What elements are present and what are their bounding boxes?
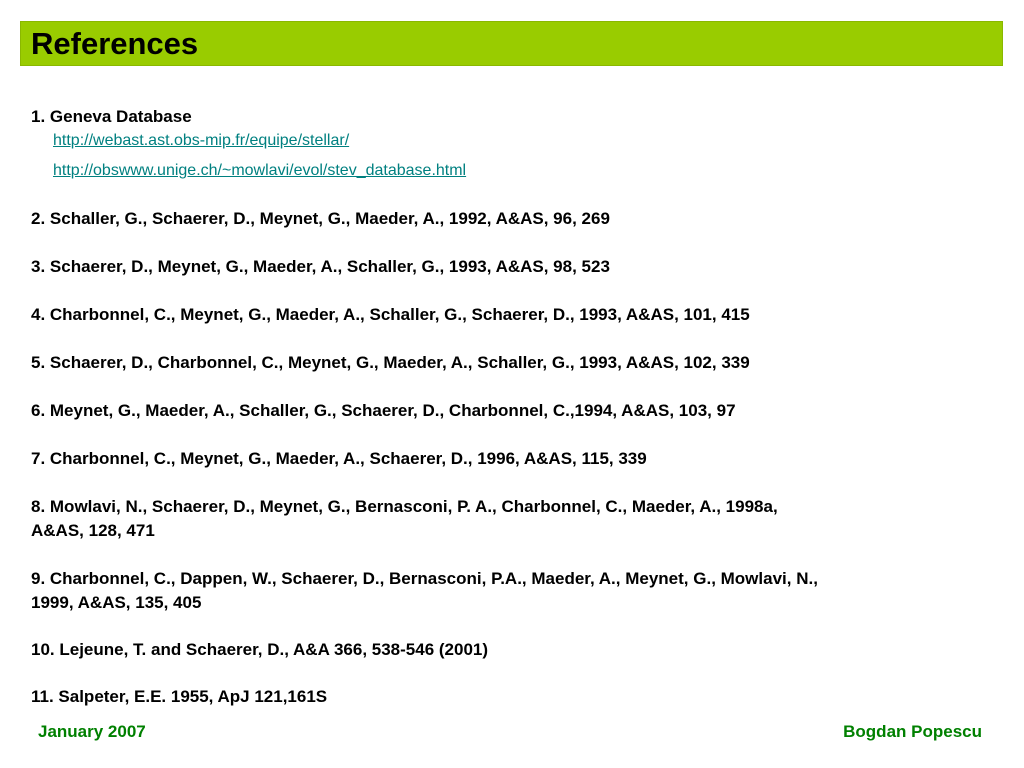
reference-9-line-1: 9. Charbonnel, C., Dappen, W., Schaerer, D., Bernasconi, P.A., Maeder, A., Meynet, G., Mowlavi, N., xyxy=(31,569,818,588)
reference-1-title: 1. Geneva Database xyxy=(31,107,192,126)
footer-author: Bogdan Popescu xyxy=(843,722,982,741)
reference-5: 5. Schaerer, D., Charbonnel, C., Meynet, G., Maeder, A., Schaller, G., 1993, A&AS, 102, 339 xyxy=(31,353,750,372)
reference-10: 10. Lejeune, T. and Schaerer, D., A&A 366, 538-546 (2001) xyxy=(31,640,489,659)
reference-2: 2. Schaller, G., Schaerer, D., Meynet, G., Maeder, A., 1992, A&AS, 96, 269 xyxy=(31,209,610,228)
reference-11: 11. Salpeter, E.E. 1955, ApJ 121,161S xyxy=(31,687,328,706)
footer-date: January 2007 xyxy=(38,722,146,741)
reference-7: 7. Charbonnel, C., Meynet, G., Maeder, A., Schaerer, D., 1996, A&AS, 115, 339 xyxy=(31,449,647,468)
reference-8-line-1: 8. Mowlavi, N., Schaerer, D., Meynet, G., Bernasconi, P. A., Charbonnel, C., Maeder, A., 1998a, xyxy=(31,497,778,516)
reference-8-line-2: A&AS, 128, 471 xyxy=(31,521,155,540)
reference-1-link-1[interactable]: http://webast.ast.obs-mip.fr/equipe/stellar/ xyxy=(53,132,350,149)
reference-6: 6. Meynet, G., Maeder, A., Schaller, G., Schaerer, D., Charbonnel, C.,1994, A&AS, 103, 97 xyxy=(31,401,736,420)
page-title: References xyxy=(31,26,199,61)
reference-3: 3. Schaerer, D., Meynet, G., Maeder, A., Schaller, G., 1993, A&AS, 98, 523 xyxy=(31,257,610,276)
reference-1-link-2[interactable]: http://obswww.unige.ch/~mowlavi/evol/stev_database.html xyxy=(53,162,467,179)
reference-4: 4. Charbonnel, C., Meynet, G., Maeder, A., Schaller, G., Schaerer, D., 1993, A&AS, 101, 415 xyxy=(31,305,750,324)
reference-9-line-2: 1999, A&AS, 135, 405 xyxy=(31,593,202,612)
title-bar xyxy=(20,21,1003,66)
